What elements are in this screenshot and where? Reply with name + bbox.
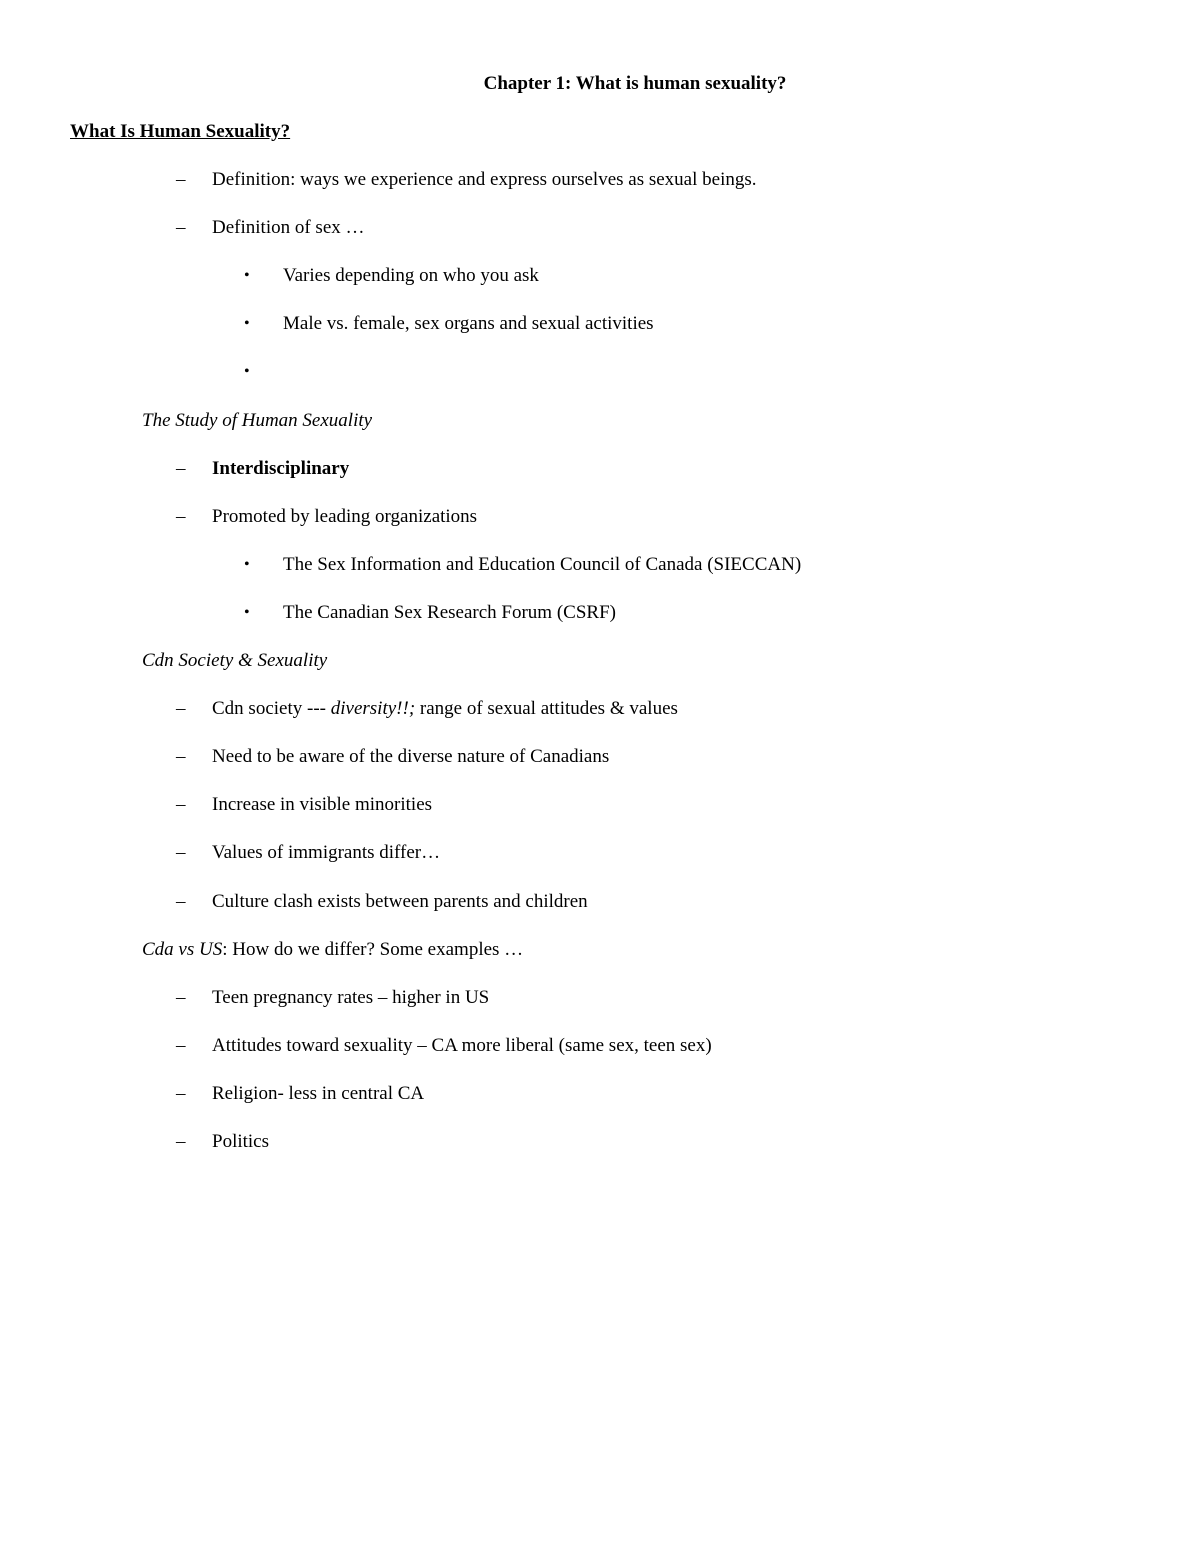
dash-marker: – — [176, 746, 186, 767]
section-heading-cda-vs-us — [142, 938, 523, 962]
dash-marker: – — [176, 698, 186, 719]
dash-marker: – — [176, 1035, 186, 1056]
dash-marker: – — [176, 891, 186, 912]
dash-marker: – — [176, 169, 186, 190]
list-item-religion: Religion- less in central CA — [212, 1083, 425, 1104]
list-item-culture-clash: Culture clash exists between parents and children — [212, 891, 588, 912]
dash-marker: – — [176, 1083, 186, 1104]
bullet-marker-empty: • — [244, 363, 250, 380]
section-heading-cdn-society: Cdn Society & Sexuality — [142, 650, 328, 671]
list-item-definition: Definition: ways we experience and express ourselves as sexual beings. — [212, 169, 757, 190]
dash-marker: – — [176, 458, 186, 479]
cdn-society-text-diversity: diversity!!; — [330, 698, 416, 719]
list-item-teen-pregnancy: Teen pregnancy rates – higher in US — [212, 987, 490, 1008]
list-item-attitudes: Attitudes toward sexuality – CA more liberal (same sex, teen sex) — [212, 1035, 712, 1056]
list-item-interdisciplinary: Interdisciplinary — [212, 458, 350, 479]
list-item-cdn-society — [212, 697, 678, 721]
bullet-marker: • — [244, 556, 250, 573]
list-item-immigrants: Values of immigrants differ… — [212, 842, 441, 863]
dash-marker: – — [176, 506, 186, 527]
bullet-marker: • — [244, 604, 250, 621]
list-item-politics: Politics — [212, 1131, 270, 1152]
dash-marker: – — [176, 794, 186, 815]
cdn-society-text-c: range of sexual attitudes & values — [415, 698, 678, 719]
section-heading-what-is-human-sexuality: What Is Human Sexuality? — [70, 121, 291, 142]
sub-item-sieccan: The Sex Information and Education Council of Canada (SIECCAN) — [283, 554, 802, 575]
list-item-visible-minorities: Increase in visible minorities — [212, 794, 433, 815]
sub-item-male-vs-female: Male vs. female, sex organs and sexual activities — [283, 313, 654, 334]
list-item-definition-of-sex: Definition of sex … — [212, 217, 365, 238]
sub-item-varies: Varies depending on who you ask — [283, 265, 539, 286]
section-heading-study: The Study of Human Sexuality — [142, 410, 373, 431]
dash-marker: – — [176, 987, 186, 1008]
bullet-marker: • — [244, 267, 250, 284]
dash-marker: – — [176, 217, 186, 238]
bullet-marker: • — [244, 315, 250, 332]
document-title: Chapter 1: What is human sexuality? — [483, 73, 787, 94]
cda-vs-us-italic: Cda vs US — [142, 939, 223, 960]
dash-marker: – — [176, 1131, 186, 1152]
dash-marker: – — [176, 842, 186, 863]
list-item-promoted: Promoted by leading organizations — [212, 506, 478, 527]
sub-item-csrf: The Canadian Sex Research Forum (CSRF) — [283, 602, 616, 623]
cda-vs-us-rest: : How do we differ? Some examples … — [222, 939, 524, 960]
list-item-aware: Need to be aware of the diverse nature of Canadians — [212, 746, 610, 767]
cdn-society-text-a: Cdn society --- — [212, 698, 331, 719]
